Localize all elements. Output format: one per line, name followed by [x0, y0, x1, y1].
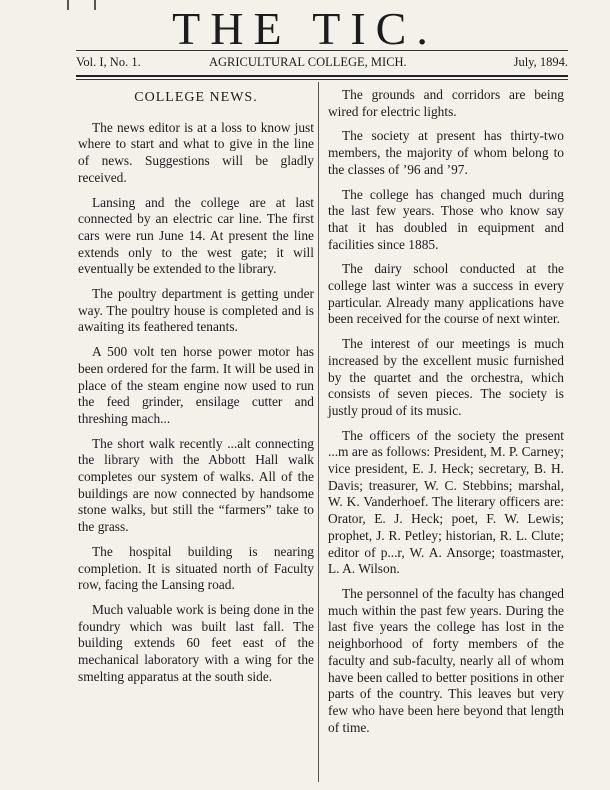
dateline — [76, 55, 568, 71]
dateline-rule — [76, 75, 568, 77]
news-paragraph: The dairy school conducted at the college last winter was a success in every particular. Already many applications have been received for the course of next winter. — [328, 261, 564, 327]
news-paragraph: The grounds and corridors are being wired for electric lights. — [328, 87, 564, 119]
column-divider — [318, 82, 319, 782]
publication-place: AGRICULTURAL COLLEGE, MICH. — [209, 55, 407, 69]
masthead-rule — [76, 50, 568, 51]
news-paragraph: The officers of the society the present ...m are as follows: President, M. P. Carney; vice president, E. J. Heck; secretary, B. H. Davis; treasurer, W. C. Stebbins; marshal, W. K. Vanderhoef. The literary officers are: Orator, E. J. Heck; poet, F. W. Lewis; prophet, J. R. Petley; historian, R. L. Clute; editor of p...r, W. A. Ansorge; toastmaster, L. A. Wilson. — [328, 427, 564, 577]
news-paragraph: Lansing and the college are at last connected by an electric car line. The first cars were run June 14. At present the line extends only to the west gate; it will eventually be extended to the library. — [78, 194, 314, 277]
masthead: THE TIC. — [172, 3, 438, 54]
news-paragraph: The news editor is at a loss to know just where to start and what to give in the line of news. Suggestions will be gladly received. — [78, 119, 314, 185]
dateline-rule — [76, 79, 568, 80]
news-paragraph: The college has changed much during the last few years. Those who know say that it has doubled in equipment and facilities since 1885. — [328, 186, 564, 252]
news-paragraph: The interest of our meetings is much increased by the excellent music furnished by the quartet and the orchestra, which consists of seven pieces. The society is justly proud of its music. — [328, 336, 564, 418]
news-paragraph: Much valuable work is being done in the foundry which was built last fall. The building extends 60 feet east of the mechanical laboratory with a wing for the smelting apparatus at the south side. — [78, 601, 314, 684]
section-title: COLLEGE NEWS. — [134, 90, 258, 105]
news-paragraph: The personnel of the faculty has changed much within the past few years. During the last five years the college has lost in the neighborhood of forty members of the faculty and sub-faculty, nearly all of whom have been called to better positions in other parts of the country. This leaves but very few who have been here beyond that length of time. — [328, 585, 564, 735]
news-paragraph: The short walk recently ...alt connecting the library with the Abbott Hall walk completes our system of walks. All of the buildings are now connected by handsome stone walks, but still the “farmers” take to the grass. — [78, 435, 314, 535]
volume-number: Vol. I, No. 1. — [76, 55, 141, 69]
news-paragraph: A 500 volt ten horse power motor has been ordered for the farm. It will be used in place of the steam engine now used to run the feed grinder, ensilage cutter and threshing mach... — [78, 344, 314, 426]
news-paragraph: The hospital building is nearing completion. It is situated north of Faculty row, facing the Lansing road. — [78, 543, 314, 593]
publication-date: July, 1894. — [513, 55, 568, 69]
news-paragraph: The poultry department is getting under way. The poultry house is completed and is awaiting its feathered tenants. — [78, 286, 314, 335]
news-paragraph: The society at present has thirty-two members, the majority of whom belong to the classes of ’96 and ’97. — [328, 128, 564, 177]
left-column — [78, 87, 314, 694]
right-column — [328, 87, 564, 744]
